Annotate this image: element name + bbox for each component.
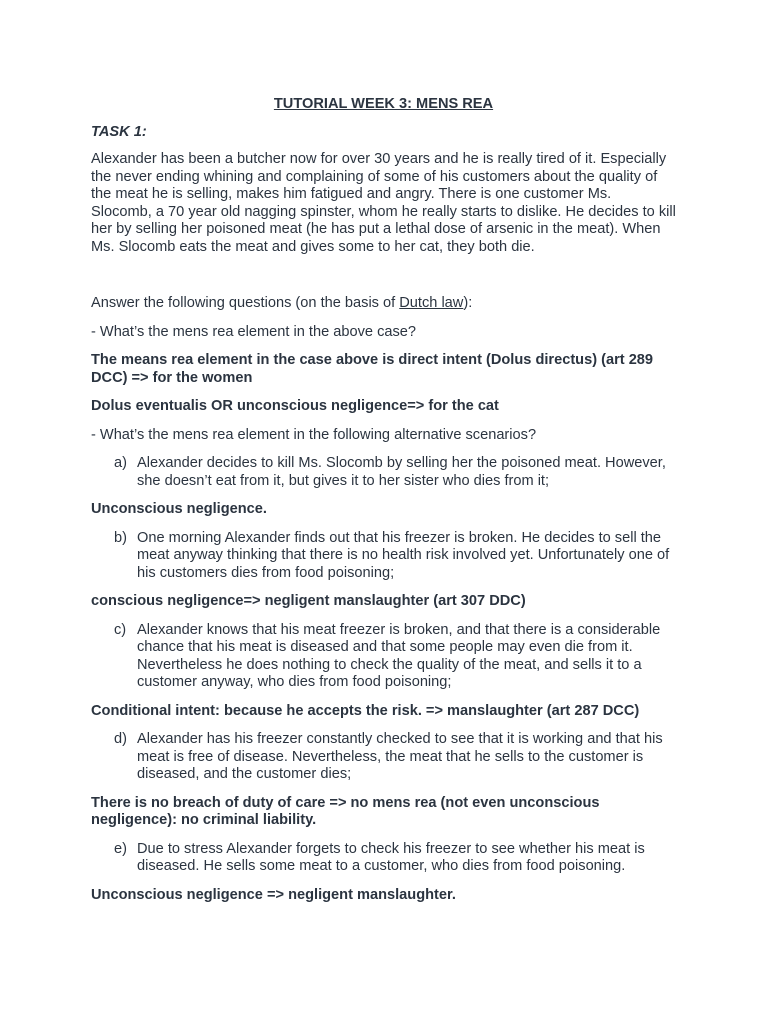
instruction-text-before: Answer the following questions (on the basis of (91, 295, 400, 311)
scenario-d (91, 731, 676, 784)
answer-1-cat: Dolus eventualis OR unconscious negligence=> for the cat (91, 398, 499, 414)
scenario-c-answer: Conditional intent: because he accepts the risk. => manslaughter (art 287 DCC) (91, 702, 640, 719)
scenario-marker: c) (114, 621, 127, 638)
scenario-b-answer: conscious negligence=> negligent manslaughter (art 307 DDC) (91, 593, 526, 609)
scenario-e-answer: Unconscious negligence => negligent manslaughter. (91, 886, 456, 903)
scenario-marker: b) (114, 529, 127, 546)
task-label: TASK 1: (91, 123, 147, 140)
question-1: - What’s the mens rea element in the above case? (91, 323, 417, 340)
scenario-marker: a) (114, 455, 127, 471)
answer-1-women: The means rea element in the case above is direct intent (Dolus directus) (art 289 DCC) => for the women (91, 352, 654, 386)
scenario-d-answer: There is no breach of duty of care => no mens rea (not even unconscious negligence): no criminal liability. (91, 794, 600, 828)
scenario-text: Alexander has his freezer constantly checked to see that it is working and that his meat is free of disease. Nevertheless, the meat that he sells to the customer is diseased, and the customer dies; (137, 731, 663, 782)
scenario-a (91, 455, 676, 490)
question-2: - What’s the mens rea element in the following alternative scenarios? (91, 426, 537, 443)
scenario-marker: d) (114, 731, 127, 747)
instruction-line (91, 295, 676, 313)
scenario-c (91, 622, 676, 692)
document-title: TUTORIAL WEEK 3: MENS REA (273, 96, 494, 112)
scenario-marker: e) (114, 840, 127, 857)
scenario-a-answer: Unconscious negligence. (91, 501, 267, 517)
dutch-law-link[interactable]: Dutch law (399, 295, 464, 311)
scenario-b (91, 530, 676, 583)
instruction-text-after: ): (463, 295, 473, 311)
scenario-text: Due to stress Alexander forgets to check his freezer to see whether his meat is diseased. He sells some meat to a customer, who dies from food poisoning. (137, 840, 645, 874)
scenario-text: One morning Alexander finds out that his freezer is broken. He decides to sell the meat anyway thinking that there is no health risk involved yet. Unfortunately one of his customers dies from food poisoning; (137, 529, 670, 581)
document-page (91, 96, 676, 915)
scenario-e (91, 841, 676, 876)
case-description: Alexander has been a butcher now for over 30 years and he is really tired of it. Especially the never ending whining and complaining of some of his customers about the quality of the meat he is selling, makes him fatigued and angry. There is one customer Ms. Slocomb, a 70 year old nagging spinster, whom he really starts to dislike. He decides to kill her by selling her poisoned meat (he has put a lethal dose of arsenic in the meat). When Ms. Slocomb eats the meat and gives some to her cat, they both die. (91, 151, 676, 255)
scenario-text: Alexander decides to kill Ms. Slocomb by selling her the poisoned meat. However, she doesn’t eat from it, but gives it to her sister who dies from it; (137, 455, 666, 489)
scenario-text: Alexander knows that his meat freezer is broken, and that there is a considerable chance that his meat is diseased and that some people may even die from it. Nevertheless he does nothing to check the quality of the meat, and sells it to a customer anyway, who dies from food poisoning; (137, 621, 661, 690)
